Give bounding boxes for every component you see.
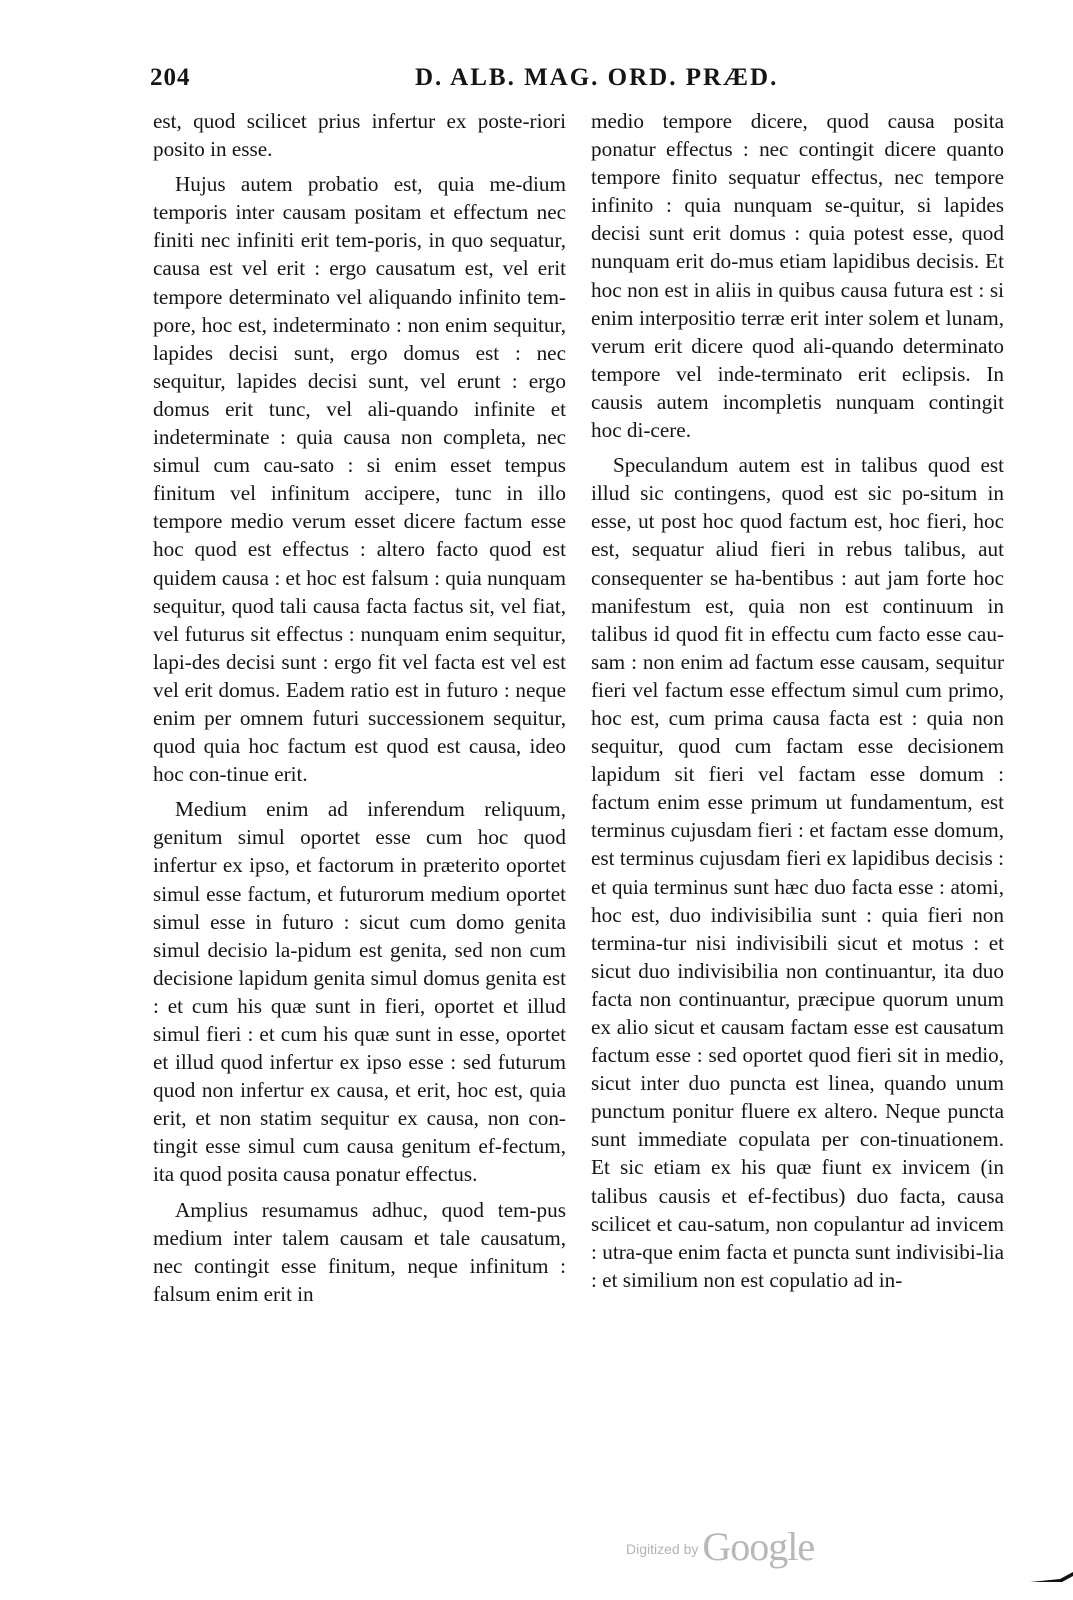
- right-text-column: [591, 107, 1004, 1301]
- left-paragraph-2: Hujus autem probatio est, quia me-dium temporis inter causam positam et effectum nec finiti nec infiniti erit tem-poris, in quo sequatur, causa est vel erit : ergo causatum est, vel erit tempore determinato vel aliquando infinito tem-pore, hoc est, indeterminato : non enim sequitur, lapides decisi sunt, ergo domus est : nec sequitur, lapides decisi sunt, vel erunt : ergo domus erit tunc, vel ali-quando infinite et indeterminate : quia causa non completa, nec simul cum cau-sato : si enim esset tempus finitum vel infinitum accipere, tunc in illo tempore medio verum esset dicere factum esse hoc quod est effectus : altero facto quod est quidem causa : et hoc est falsum : quia nunquam sequitur, quod tali causa facta factus sit, vel fiat, vel futurus sit effectus : nunquam enim sequitur, lapi-des decisi sunt : ergo fit vel facta est vel est vel erit domus. Eadem ratio est in futuro : neque enim per omnem futuri successionem sequitur, quod quia hoc factum est quod est causa, ideo hoc con-tinue erit.: [153, 172, 566, 787]
- left-text-column: [153, 107, 566, 1315]
- digitized-by-label: Digitized by: [626, 1541, 699, 1557]
- page-header: [150, 60, 1000, 100]
- left-paragraph-4: Amplius resumamus adhuc, quod tem-pus medium inter talem causam et tale causatum, nec contingit esse finitum, neque infinitum : falsum enim erit in: [153, 1197, 566, 1306]
- running-head: D. ALB. MAG. ORD. PRÆD.: [415, 64, 779, 91]
- right-paragraph-1: medio tempore dicere, quod causa posita ponatur effectus : nec contingit dicere quanto tempore finito sequatur effectus, nec tempore infinito : quia nunquam se-quitur, si lapides decisi sunt erit domus : quia potest esse, quod nunquam erit do-mus etiam lapidibus decisis. Et hoc non est in aliis in quibus causa futura est : si enim interpositio terræ erit inter solem et lunam, verum erit dicere quod ali-quando determinato tempore vel inde-terminato erit eclipsis. In causis autem incompletis nunquam contingit hoc di-cere.: [591, 109, 1004, 443]
- page-edge-mark: [1030, 1570, 1073, 1584]
- digitization-watermark: [626, 1523, 866, 1573]
- right-paragraph-2: Speculandum autem est in talibus quod est illud sic contingens, quod est sic po-situm in esse, ut post hoc quod factum est, hoc fieri, hoc est, sequatur aliud fieri in rebus talibus, aut consequenter se ha-bentibus : aut jam forte hoc manifestum est, quia non est continuum in talibus id quod fit in effectu cum facto esse cau-sam : non enim ad factum esse causam, sequitur fieri vel factum esse effectum simul cum primo, hoc est, cum prima causa facta est : quia non sequitur, quod cum factam esse decisionem lapidum sit fieri vel factam esse domum : factum enim esse primum ut fundamentum, est terminus cujusdam fieri : et factam esse domum, est terminus cujusdam fieri ex lapidibus decisis : et quia terminus sunt hæc duo facta esse : atomi, hoc est, duo indivisibilia sunt : quia fieri non termina-tur nisi indivisibili sicut et motus : et sicut duo indivisibilia non continuantur, ita duo facta non continuantur, præcipue quorum unum ex alio sicut et causam factam esse est causatum factum esse : sed oportet quod fieri sit in medio, sicut inter duo puncta est linea, quando unum punctum ponitur fluere ex altero. Neque puncta sunt immediate copulata per con-tinuationem. Et sic etiam ex his quæ fiunt ex invicem (in talibus causis et ef-fectibus) duo facta, causa scilicet et cau-satum, non copulantur ad invicem : utra-que enim facta et puncta sunt indivisibi-lia : et similium non est copulatio ad in-: [591, 453, 1004, 1292]
- page-number: 204: [150, 64, 191, 91]
- google-logo-text: Google: [702, 1524, 815, 1569]
- left-paragraph-3: Medium enim ad inferendum reliquum, genitum simul oportet esse cum hoc quod infertur ex ipso, et factorum in præterito oportet simul esse factum, et futurorum medium oportet simul esse in futuro : sicut cum domo genita simul decisio la-pidum est genita, sed non cum decisione lapidum genita simul domus genita est : et cum his quæ sunt in fieri, oportet et illud simul fieri : et cum his quæ sunt in esse, oportet et illud quod infertur ex ipso esse : sed futurum quod non infertur ex causa, et erit, hoc est, quia erit, et non statim sequitur ex causa, non con-tingit esse simul cum causa genitum ef-fectum, ita quod posita causa ponatur effectus.: [153, 797, 566, 1187]
- left-paragraph-1: est, quod scilicet prius infertur ex poste-riori posito in esse.: [153, 109, 566, 162]
